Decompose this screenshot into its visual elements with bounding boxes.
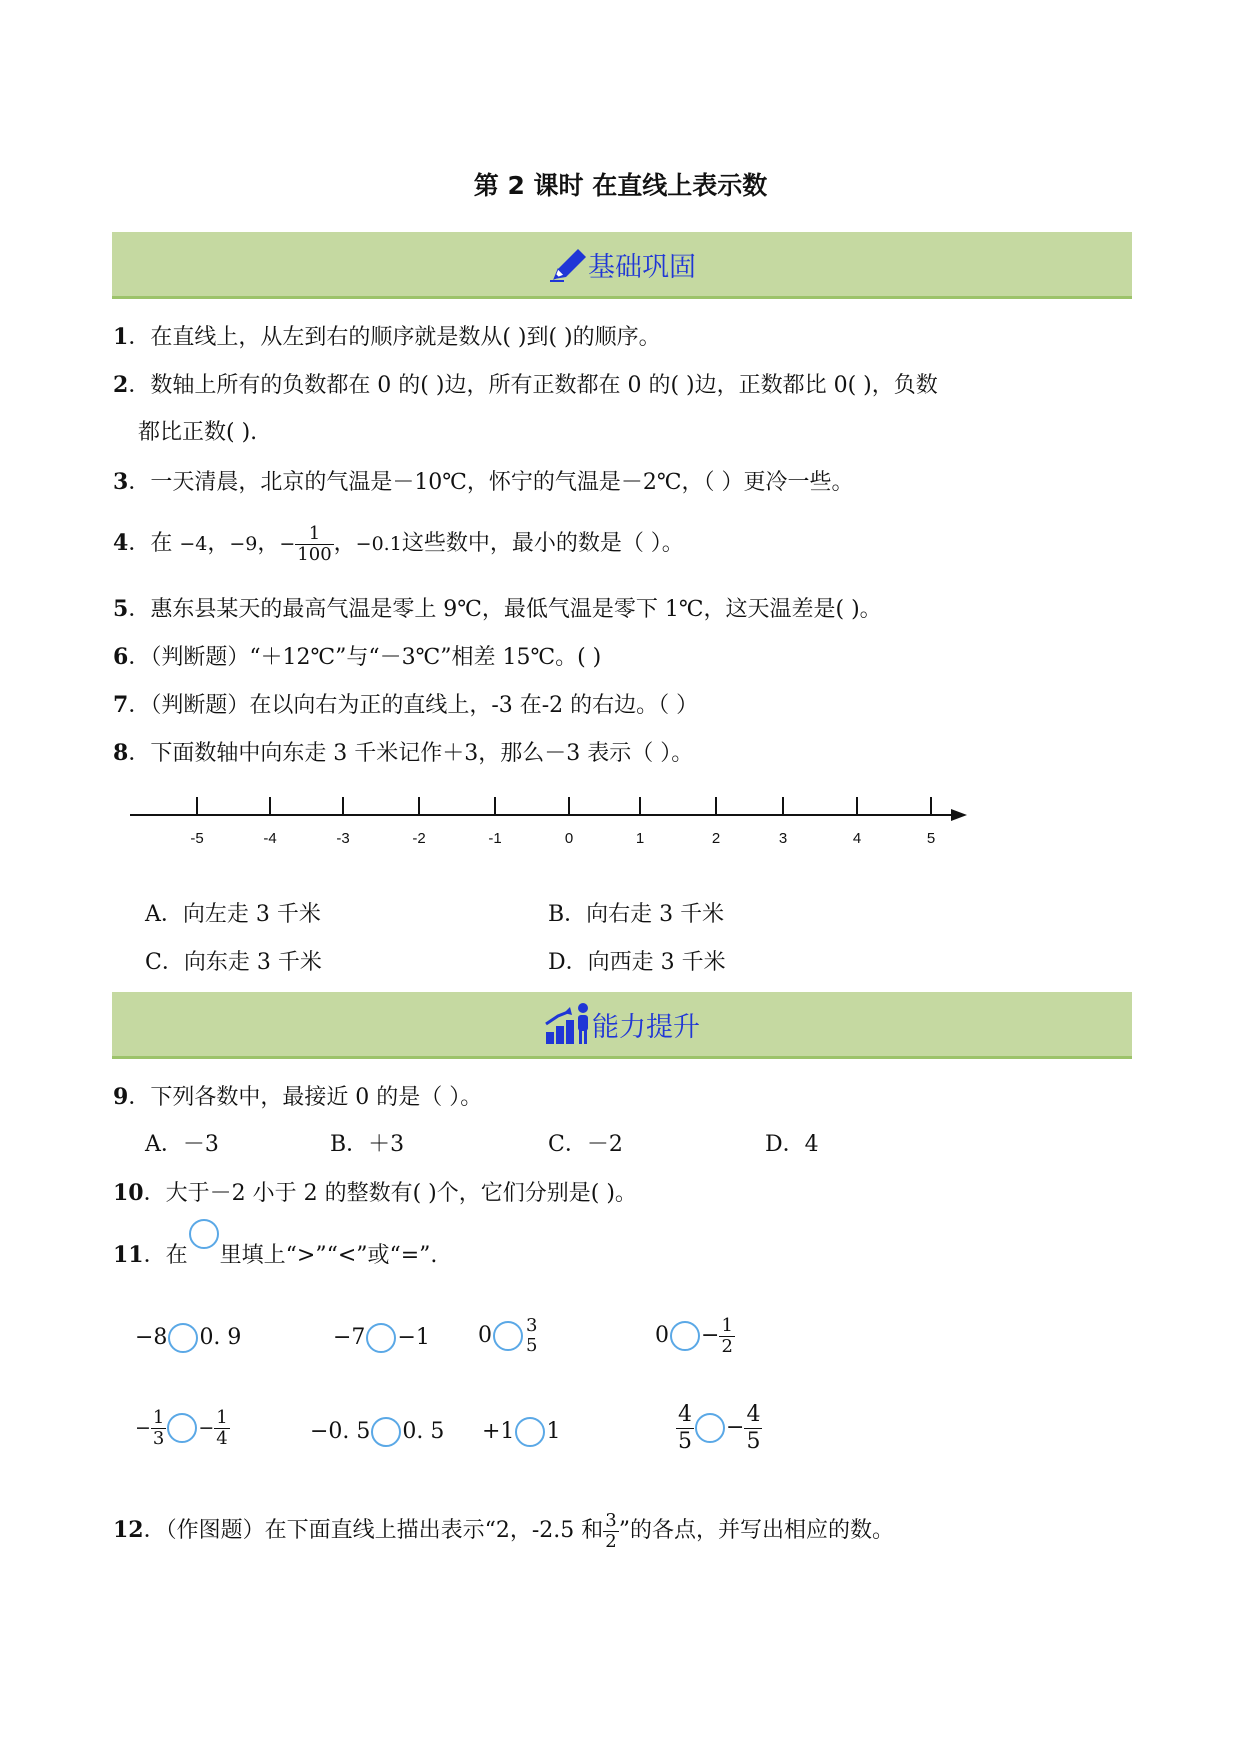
compare-right: 0. 5: [402, 1419, 445, 1444]
question-3: [113, 467, 854, 498]
compare-left: −8: [135, 1325, 168, 1350]
fraction-sign: −: [279, 533, 296, 555]
fraction-denominator: 2: [605, 1530, 617, 1552]
number-b: −9: [229, 533, 258, 555]
fraction-denominator: 4: [216, 1427, 228, 1449]
axis-tick-label: -3: [336, 830, 350, 847]
fraction-sign: −: [726, 1415, 745, 1440]
option-c[interactable]: C．－2: [548, 1132, 623, 1157]
question-text: ．在: [143, 1243, 188, 1268]
pencil-icon: [548, 245, 588, 283]
question-text: ．下列各数中，最接近 0 的是（ ）。: [128, 1085, 483, 1110]
fraction: [603, 1511, 618, 1552]
question-6: [113, 642, 601, 673]
compare-item-6: [310, 1412, 444, 1452]
compare-left: 0: [655, 1323, 669, 1348]
axis-arrow: [951, 809, 967, 821]
axis-tick-label: 3: [778, 830, 788, 847]
axis-tick-label: -5: [190, 830, 204, 847]
question-number: 12: [113, 1517, 144, 1543]
compare-right: 1: [546, 1419, 561, 1444]
fraction-numerator: 4: [678, 1401, 692, 1427]
question-number: 5: [113, 596, 129, 622]
fraction-numerator: 4: [746, 1401, 761, 1427]
question-1: [113, 322, 661, 353]
compare-left: 0: [478, 1323, 492, 1348]
question-text: ．一天清晨，北京的气温是－10℃，怀宁的气温是－2℃，（ ）更冷一些。: [128, 470, 854, 495]
question-text: ．在: [128, 531, 180, 556]
section-title-basic: 基础巩固: [588, 251, 696, 283]
fraction-denominator: 3: [152, 1427, 165, 1449]
question-text: ．惠东县某天的最高气温是零上 9℃，最低气温是零下 1℃，这天温差是( )。: [128, 597, 882, 622]
comparison-circle[interactable]: [167, 1413, 197, 1443]
question-text: ．下面数轴中向东走 3 千米记作＋3，那么－3 表示（ ）。: [128, 741, 694, 766]
page-title: 第 2 课时 在直线上表示数: [473, 171, 768, 200]
compare-left: −7: [333, 1325, 366, 1350]
question-2: [113, 370, 938, 401]
question-number: 1: [113, 324, 129, 350]
fraction-numerator: 1: [216, 1406, 228, 1428]
compare-left: +1: [482, 1419, 515, 1444]
question-8: [113, 738, 693, 769]
fraction: [719, 1316, 734, 1357]
question-number: 2: [113, 372, 129, 398]
option-c[interactable]: C．向东走 3 千米: [145, 950, 322, 975]
fraction: [744, 1402, 762, 1455]
fraction-numerator: 1: [721, 1314, 733, 1336]
question-12: [113, 1500, 894, 1561]
option-a[interactable]: A．－3: [145, 1132, 219, 1157]
question-text: ．大于－2 小于 2 的整数有( )个，它们分别是( )。: [143, 1181, 637, 1206]
question-number: 4: [113, 530, 129, 556]
separator: ，: [207, 531, 230, 556]
axis-tick-label: 1: [635, 830, 645, 847]
fraction-denominator: 5: [678, 1428, 692, 1454]
compare-item-3: [478, 1306, 539, 1366]
fraction-numerator: 3: [605, 1509, 617, 1531]
compare-item-8: [676, 1398, 762, 1458]
comparison-circle[interactable]: [371, 1417, 401, 1447]
option-b[interactable]: B．＋3: [330, 1132, 405, 1157]
question-number: 3: [113, 469, 129, 495]
axis-tick-label: 4: [852, 830, 862, 847]
fraction-sign: −: [135, 1417, 151, 1439]
fraction-numerator: 3: [526, 1315, 538, 1336]
question-4: [113, 515, 684, 572]
axis-tick-label: 5: [926, 830, 936, 847]
axis-tick-label: -2: [412, 830, 426, 847]
axis-tick-label: -1: [488, 830, 502, 847]
question-number: 10: [113, 1180, 144, 1206]
fraction: [214, 1408, 229, 1449]
question-11: [113, 1230, 437, 1281]
comparison-circle[interactable]: [493, 1321, 523, 1351]
section-banner-advanced: [112, 992, 1132, 1059]
separator: ，: [257, 531, 280, 556]
number-line: [125, 795, 975, 855]
comparison-circle[interactable]: [670, 1321, 700, 1351]
compare-item-5: [135, 1398, 230, 1458]
fraction-denominator: 5: [526, 1335, 538, 1356]
compare-left: −0. 5: [310, 1419, 371, 1444]
comparison-circle[interactable]: [168, 1323, 198, 1353]
question-text: ．（判断题）在以向右为正的直线上，-3 在-2 的右边。（ ）: [128, 693, 699, 718]
question-number: 7: [113, 692, 129, 718]
question-number: 8: [113, 740, 129, 766]
question-5: [113, 594, 882, 625]
question-7: [113, 690, 698, 721]
question-number: 9: [113, 1084, 129, 1110]
option-b[interactable]: B．向右走 3 千米: [548, 902, 725, 927]
fraction-numerator: 1: [295, 524, 333, 545]
fraction-sign: −: [198, 1417, 215, 1439]
question-10: [113, 1178, 637, 1209]
question-text-end: ”的各点，并写出相应的数。: [618, 1518, 894, 1543]
fraction: [151, 1408, 166, 1449]
compare-item-2: [333, 1318, 430, 1358]
question-text: ．数轴上所有的负数都在 0 的( )边，所有正数都在 0 的( )边，正数都比 0( )，负数: [128, 373, 938, 398]
fraction-sign: −: [701, 1323, 720, 1348]
fraction-numerator: 1: [152, 1406, 165, 1428]
fraction: [524, 1316, 539, 1356]
fraction-denominator: 5: [746, 1428, 761, 1454]
compare-item-7: [482, 1412, 560, 1452]
option-a[interactable]: A．向左走 3 千米: [145, 902, 321, 927]
question-text-end: 里填上“>”“<”或“=”.: [219, 1243, 438, 1268]
comparison-circle[interactable]: [695, 1413, 725, 1443]
axis-tick-label: 0: [564, 830, 574, 847]
fraction-denominator: 100: [297, 543, 332, 565]
option-d[interactable]: D．4: [765, 1132, 819, 1157]
question-text: ．（判断题）“＋12℃”与“－3℃”相差 15℃。( ): [128, 645, 602, 670]
axis-tick-label: -4: [263, 830, 277, 847]
compare-item-1: [135, 1318, 241, 1358]
fraction: [676, 1402, 694, 1455]
section-title-advanced: 能力提升: [592, 1011, 700, 1043]
comparison-circle[interactable]: [366, 1323, 396, 1353]
option-d[interactable]: D．向西走 3 千米: [548, 950, 726, 975]
question-text-end: 这些数中，最小的数是（ ）。: [401, 531, 684, 556]
number-a: −4: [179, 533, 208, 555]
question-number: 11: [113, 1242, 144, 1268]
compare-right: −1: [397, 1325, 430, 1350]
compare-right: 0. 9: [199, 1325, 242, 1350]
axis-tick-label: 2: [711, 830, 721, 847]
number-d: −0.1: [355, 533, 402, 555]
question-number: 6: [113, 644, 129, 670]
comparison-circle[interactable]: [515, 1417, 545, 1447]
question-9: [113, 1082, 482, 1113]
comparison-circle: [189, 1219, 219, 1249]
question-text: ．在直线上，从左到右的顺序就是数从( )到( )的顺序。: [128, 325, 661, 350]
section-banner-basic: [112, 232, 1132, 299]
fraction: [295, 524, 333, 565]
compare-item-4: [655, 1306, 735, 1366]
question-text: ．（作图题）在下面直线上描出表示“2，-2.5 和: [143, 1518, 604, 1543]
growth-chart-person-icon: [544, 1002, 592, 1046]
fraction-denominator: 2: [721, 1335, 733, 1357]
separator: ，: [333, 531, 356, 556]
question-2-line2: 都比正数( ).: [138, 420, 258, 445]
